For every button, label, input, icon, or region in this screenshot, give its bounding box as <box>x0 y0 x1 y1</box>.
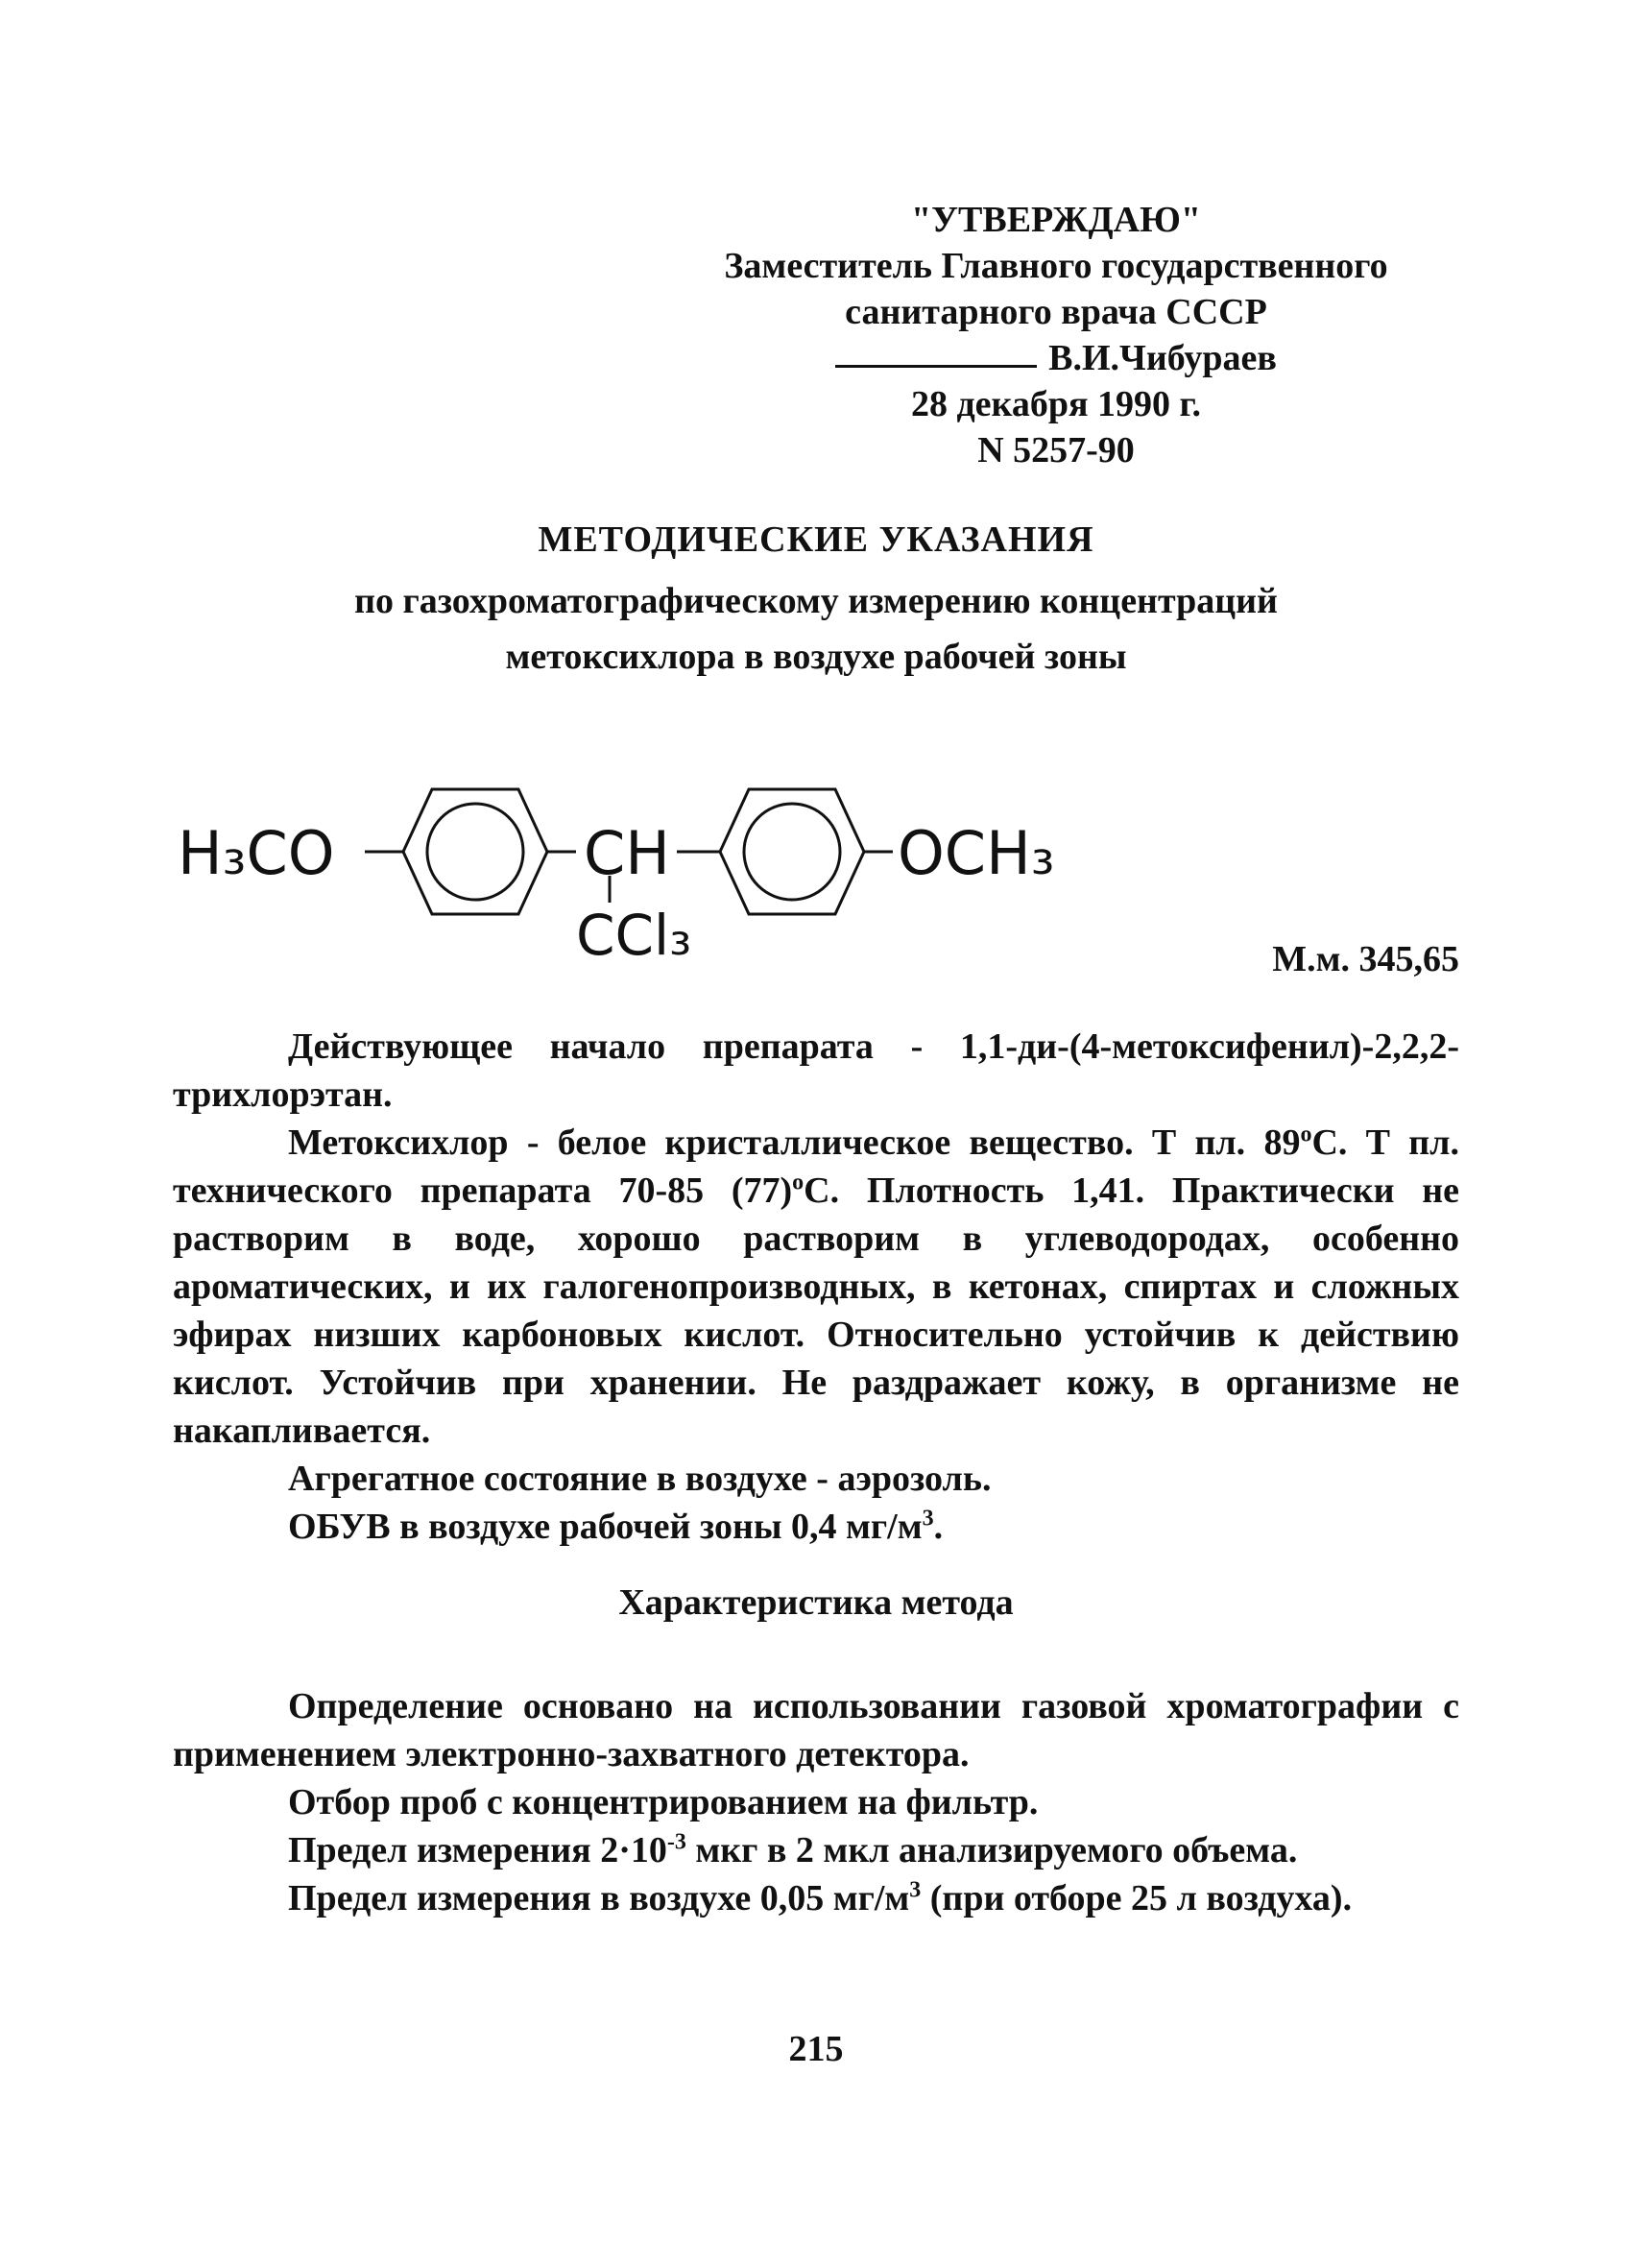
approval-signatory: В.И.Чибураев <box>1048 338 1277 378</box>
approval-position-line2: санитарного врача СССР <box>845 292 1267 332</box>
molecular-mass: М.м. 345,65 <box>1272 939 1459 979</box>
degree-sup-2: о <box>792 1170 804 1195</box>
obuv-text-a: ОБУВ в воздухе рабочей зоны 0,4 мг/м <box>288 1507 923 1547</box>
obuv-text-b: . <box>933 1507 944 1547</box>
formula-center-group: CH <box>584 818 670 888</box>
right-ring-circle <box>744 804 840 900</box>
degree-sup-1: о <box>1300 1122 1312 1147</box>
formula-right-group: OCH₃ <box>898 818 1055 888</box>
obuv-sup: 3 <box>922 1506 934 1532</box>
section-title: Характеристика метода <box>618 1582 1014 1623</box>
paragraph-obuv <box>173 1503 1459 1551</box>
title-line3: метоксихлора в воздухе рабочей зоны <box>505 637 1127 677</box>
paragraph-aggregate-state: Агрегатное состояние в воздухе - аэрозоль. <box>288 1459 992 1499</box>
approval-block <box>576 197 1536 473</box>
method-paragraph-4 <box>173 1874 1459 1922</box>
right-benzene-ring <box>720 789 864 914</box>
properties-text-b: С. Т пл. технического препарата 70-85 (77) <box>173 1122 1459 1211</box>
structural-formula <box>173 732 1133 972</box>
left-ring-circle <box>427 804 523 900</box>
approval-date: 28 декабря 1990 г. <box>910 384 1202 424</box>
paragraph-active-ingredient: Действующее начало препарата - 1,1-ди-(4-метоксифенил)-2,2,2-трихлорэтан. <box>173 1026 1459 1115</box>
formula-substituent: CCl₃ <box>576 903 692 968</box>
approval-signature-line <box>576 335 1536 381</box>
properties-text-c: С. Плотность 1,41. Практически не растворим в воде, хорошо растворим в углеводородах, особенно ароматических, и их галогенопроизводных, в кетонах, спиртах и сложных эфирах низших карбоновых кислот. Относительно устойчив к действию кислот. Устойчив при хранении. Не раздражает кожу, в организме не накапливается. <box>173 1170 1459 1451</box>
air-limit-text-b: (при отборе 25 л воздуха). <box>921 1878 1353 1918</box>
substance-description <box>173 1023 1459 1551</box>
formula-left-group: H₃CO <box>178 818 335 888</box>
air-limit-text-a: Предел измерения в воздухе 0,05 мг/м <box>288 1878 910 1918</box>
properties-text-a: Метоксихлор - белое кристаллическое вещество. Т пл. 89 <box>288 1122 1301 1163</box>
title-line2: по газохроматографическому измерению концентраций <box>354 581 1278 621</box>
document-title <box>173 512 1459 685</box>
method-paragraph-1: Определение основано на использовании газовой хроматографии с применением электронно-захватного детектора. <box>173 1686 1459 1774</box>
limit-sup: -3 <box>666 1829 686 1855</box>
approval-stamp: "УТВЕРЖДАЮ" <box>911 200 1201 240</box>
air-limit-sup: 3 <box>909 1877 922 1903</box>
approval-number: N 5257-90 <box>977 430 1135 470</box>
limit-text-b: мкг в 2 мкл анализируемого объема. <box>685 1830 1298 1870</box>
paragraph-properties <box>173 1119 1459 1455</box>
page-number: 215 <box>788 2029 844 2069</box>
method-description <box>173 1682 1459 1922</box>
signature-blank <box>835 365 1037 368</box>
left-benzene-ring <box>403 789 547 914</box>
approval-position-line1: Заместитель Главного государственного <box>724 246 1388 286</box>
method-paragraph-2: Отбор проб с концентрированием на фильтр. <box>288 1782 1039 1822</box>
method-paragraph-3 <box>173 1826 1459 1874</box>
title-main: МЕТОДИЧЕСКИЕ УКАЗАНИЯ <box>538 519 1094 560</box>
limit-text-a: Предел измерения 2·10 <box>288 1830 667 1870</box>
